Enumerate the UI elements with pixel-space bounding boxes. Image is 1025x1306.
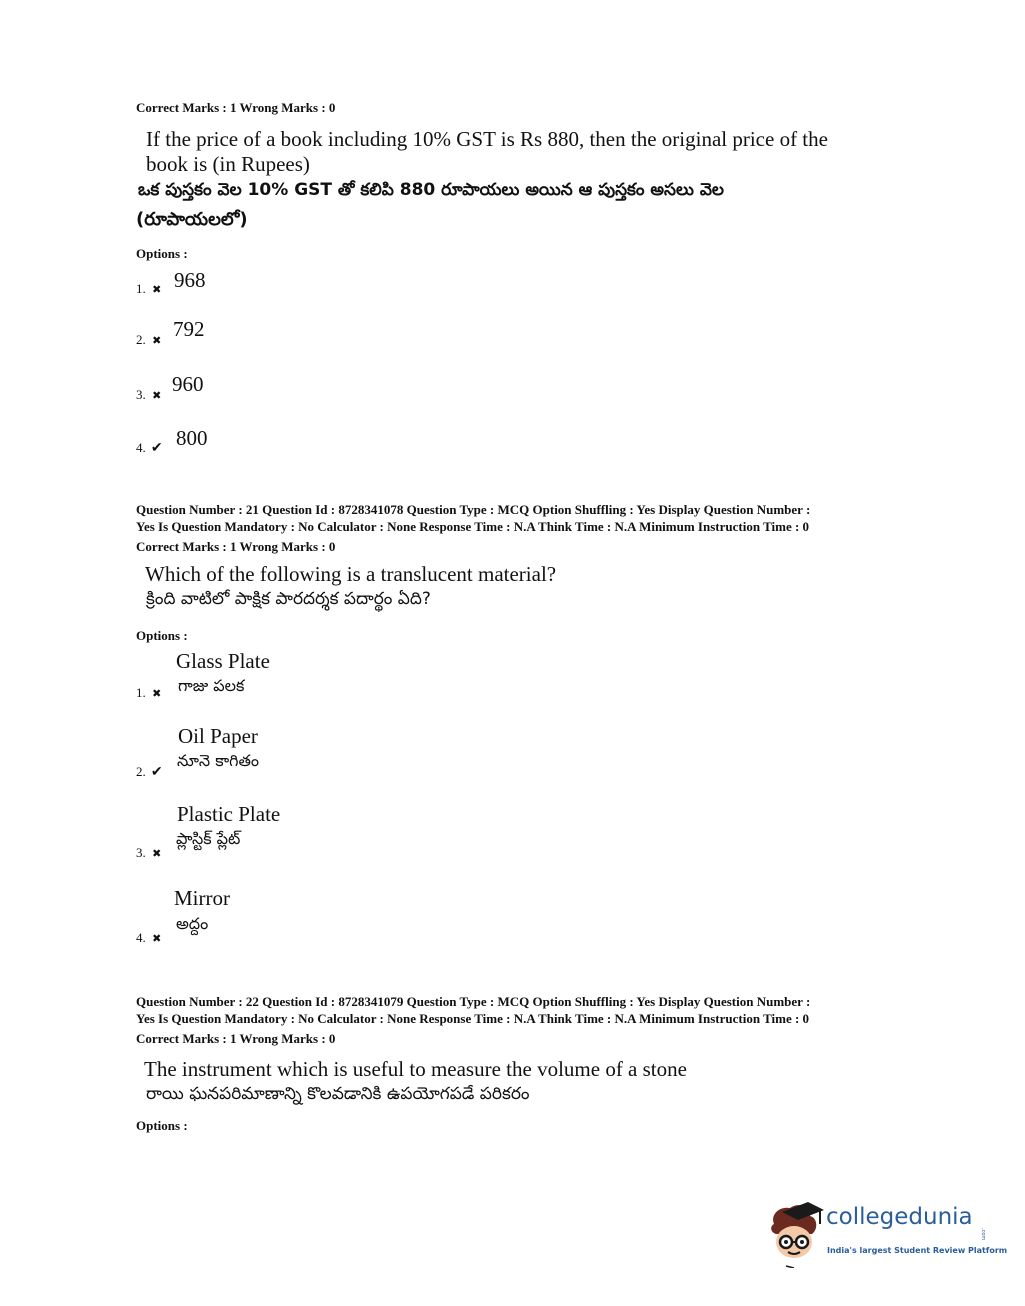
cross-icon: ✖ bbox=[152, 933, 162, 945]
brand-suffix: .com bbox=[980, 1228, 986, 1241]
q21-option-3-te[interactable]: ప్లాస్టిక్ ప్లేట్ bbox=[176, 829, 241, 848]
cross-icon: ✖ bbox=[152, 848, 162, 860]
cross-icon: ✖ bbox=[152, 688, 162, 700]
q21-option-4-te[interactable]: అద్దం bbox=[176, 914, 209, 933]
q21-option-4-en[interactable]: Mirror bbox=[174, 886, 230, 910]
q20-options-label: Options : bbox=[136, 246, 188, 261]
q20-option-3[interactable]: 960 bbox=[172, 372, 204, 396]
brand-tagline: India's largest Student Review Platform bbox=[827, 1246, 1008, 1255]
q21-option-1-en[interactable]: Glass Plate bbox=[176, 649, 270, 673]
q21-text-te: క్రింది వాటిలో పాక్షిక పారదర్శక పదార్థం ఏది? bbox=[146, 589, 431, 609]
mascot-icon bbox=[768, 1198, 824, 1268]
q21-meta-line2: Yes Is Question Mandatory : No Calculator : None Response Time : N.A Think Time : N.A Minimum Instruction Time : 0 bbox=[136, 519, 810, 534]
q21-marks: Correct Marks : 1 Wrong Marks : 0 bbox=[136, 539, 336, 554]
q22-meta-line2: Yes Is Question Mandatory : No Calculator : None Response Time : N.A Think Time : N.A Minimum Instruction Time : 0 bbox=[136, 1011, 810, 1026]
cross-icon: ✖ bbox=[152, 284, 162, 296]
q21-option-1-te[interactable]: గాజు పలక bbox=[178, 676, 245, 695]
brand-name: collegedunia bbox=[826, 1204, 973, 1230]
q20-option-3-marker: 3. ✖ bbox=[136, 387, 164, 403]
q21-text-en: Which of the following is a translucent material? bbox=[145, 562, 557, 586]
q20-option-4-marker: 4. ✔ bbox=[136, 440, 163, 456]
check-icon: ✔ bbox=[150, 765, 163, 780]
q20-option-2[interactable]: 792 bbox=[173, 317, 205, 341]
q22-meta-line1: Question Number : 22 Question Id : 8728341079 Question Type : MCQ Option Shuffling : Yes Display Question Number : bbox=[136, 994, 811, 1009]
q22-text-en: The instrument which is useful to measure the volume of a stone bbox=[144, 1057, 687, 1081]
q20-text-te-line2: (రూపాయలలో) bbox=[136, 209, 248, 230]
q20-option-1-marker: 1. ✖ bbox=[136, 281, 164, 297]
collegedunia-logo bbox=[768, 1198, 1008, 1268]
cross-icon: ✖ bbox=[152, 335, 162, 347]
check-icon: ✔ bbox=[150, 441, 163, 456]
q21-option-1-marker: 1. ✖ bbox=[136, 685, 164, 701]
q21-option-4-marker: 4. ✖ bbox=[136, 930, 164, 946]
q21-option-2-en[interactable]: Oil Paper bbox=[178, 724, 258, 748]
q20-marks: Correct Marks : 1 Wrong Marks : 0 bbox=[136, 100, 336, 115]
q20-text-te-line1: ఒక పుస్తకం వెల 10% GST తో కలిపి 880 రూపాయలు అయిన ఆ పుస్తకం అసలు వెల bbox=[138, 180, 724, 200]
q21-option-2-marker: 2. ✔ bbox=[136, 764, 163, 780]
q20-option-2-marker: 2. ✖ bbox=[136, 332, 164, 348]
q20-option-1[interactable]: 968 bbox=[174, 268, 206, 292]
q22-options-label: Options : bbox=[136, 1118, 188, 1133]
q20-option-4[interactable]: 800 bbox=[176, 426, 208, 450]
q21-option-2-te[interactable]: నూనె కాగితం bbox=[177, 751, 259, 770]
q21-meta-line1: Question Number : 21 Question Id : 8728341078 Question Type : MCQ Option Shuffling : Yes Display Question Number : bbox=[136, 502, 811, 517]
q21-options-label: Options : bbox=[136, 628, 188, 643]
cross-icon: ✖ bbox=[152, 390, 162, 402]
q22-marks: Correct Marks : 1 Wrong Marks : 0 bbox=[136, 1031, 336, 1046]
q22-text-te: రాయి ఘనపరిమాణాన్ని కొలవడానికి ఉపయోగపడే పరికరం bbox=[146, 1084, 530, 1104]
q21-option-3-marker: 3. ✖ bbox=[136, 845, 164, 861]
q20-text-en-line1: If the price of a book including 10% GST is Rs 880, then the original price of the bbox=[146, 127, 828, 151]
q21-option-3-en[interactable]: Plastic Plate bbox=[177, 802, 281, 826]
q20-text-en-line2: book is (in Rupees) bbox=[146, 152, 310, 176]
